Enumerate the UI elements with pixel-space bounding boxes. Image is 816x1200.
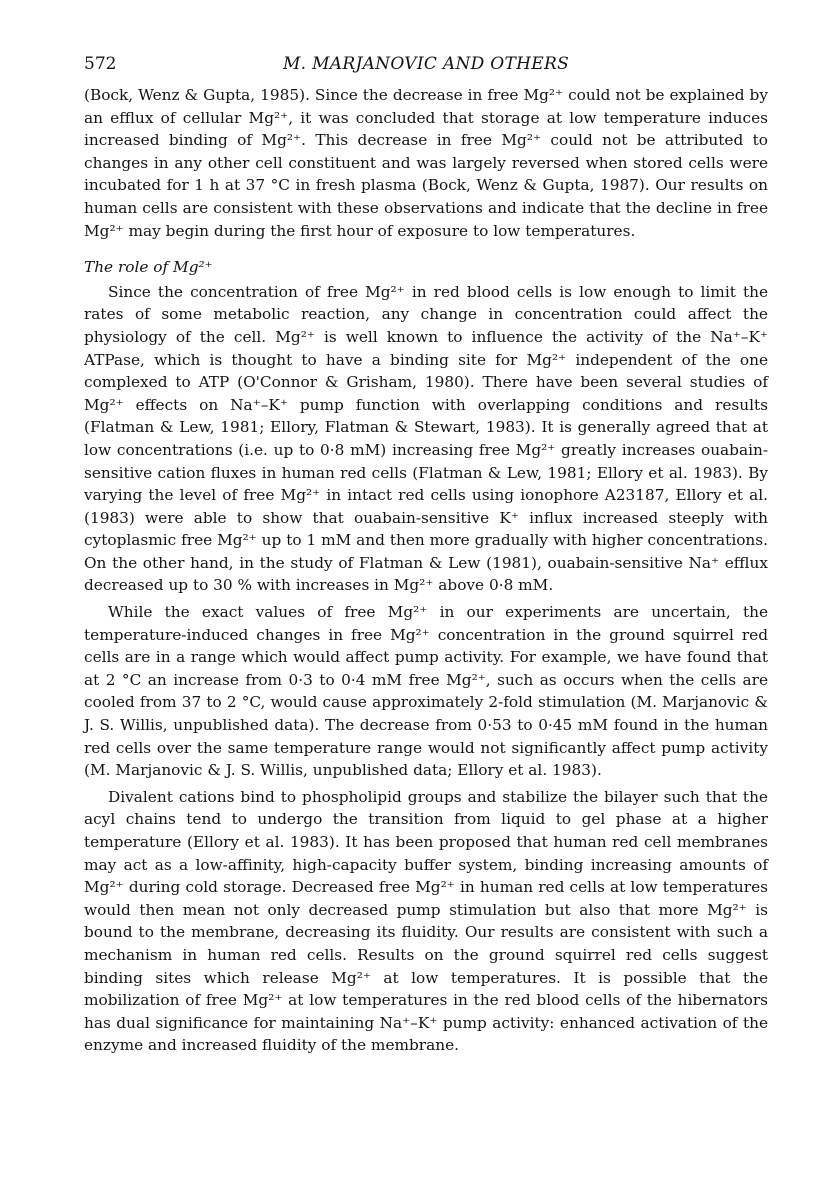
body-text (84, 84, 768, 1057)
paragraph: Divalent cations bind to phospholipid groups and stabilize the bilayer such that the acyl chains tend to undergo the transition from liquid to gel phase at a higher temperature (Ellory et al. 1983). It has been proposed that human red cell membranes may act as a low-affinity, high-capacity buffer system, binding increasing amounts of Mg²⁺ during cold storage. Decreased free Mg²⁺ in human red cells at low temperatures would then mean not only decreased pump stimulation but also that more Mg²⁺ is bound to the membrane, decreasing its fluidity. Our results are consistent with such a mechanism in human red cells. Results on the ground squirrel red cells suggest binding sites which release Mg²⁺ at low temperatures. It is possible that the mobilization of free Mg²⁺ at low temperatures in the red blood cells of the hibernators has dual significance for maintaining Na⁺–K⁺ pump activity: enhanced activation of the enzyme and increased fluidity of the membrane. (84, 787, 768, 1055)
paragraph: While the exact values of free Mg²⁺ in our experiments are uncertain, the temperature-induced changes in free Mg²⁺ concentration in the ground squirrel red cells are in a range which would affect pump activity. For example, we have found that at 2 °C an increase from 0·3 to 0·4 mM free Mg²⁺, such as occurs when the cells are cooled from 37 to 2 °C, would cause approximately 2-fold stimulation (M. Marjanovic & J. S. Willis, unpublished data). The decrease from 0·53 to 0·45 mM found in the human red cells over the same temperature range would not significantly affect pump activity (M. Marjanovic & J. S. Willis, unpublished data; Ellory et al. 1983). (84, 603, 768, 780)
page-header (84, 54, 768, 84)
page-number: 572 (84, 54, 117, 74)
page (84, 54, 768, 1057)
paragraph: Since the concentration of free Mg²⁺ in red blood cells is low enough to limit the rates of some metabolic reaction, any change in concentration could affect the physiology of the cell. Mg²⁺ is well known to influence the activity of the Na⁺–K⁺ ATPase, which is thought to have a binding site for Mg²⁺ independent of the one complexed to ATP (O'Connor & Grisham, 1980). There have been several studies of Mg²⁺ effects on Na⁺–K⁺ pump function with overlapping conditions and results (Flatman & Lew, 1981; Ellory, Flatman & Stewart, 1983). It is generally agreed that at low concentrations (i.e. up to 0·8 mM) increasing free Mg²⁺ greatly increases ouabain-sensitive cation fluxes in human red cells (Flatman & Lew, 1981; Ellory et al. 1983). By varying the level of free Mg²⁺ in intact red cells using ionophore A23187, Ellory et al. (1983) were able to show that ouabain-sensitive K⁺ influx increased steeply with cytoplasmic free Mg²⁺ up to 1 mM and then more gradually with higher concentrations. On the other hand, in the study of Flatman & Lew (1981), ouabain-sensitive Na⁺ efflux decreased up to 30 % with increases in Mg²⁺ above 0·8 mM. (84, 282, 768, 595)
running-head: M. MARJANOVIC AND OTHERS (282, 54, 570, 74)
section-title: The role of Mg²⁺ (84, 258, 213, 277)
paragraph-continued: (Bock, Wenz & Gupta, 1985). Since the decrease in free Mg²⁺ could not be explained by an efflux of cellular Mg²⁺, it was concluded that storage at low temperature induces increased binding of Mg²⁺. This decrease in free Mg²⁺ could not be attributed to changes in any other cell constituent and was largely reversed when stored cells were incubated for 1 h at 37 °C in fresh plasma (Bock, Wenz & Gupta, 1987). Our results on human cells are consistent with these observations and indicate that the decline in free Mg²⁺ may begin during the first hour of exposure to low temperatures. (84, 86, 768, 240)
